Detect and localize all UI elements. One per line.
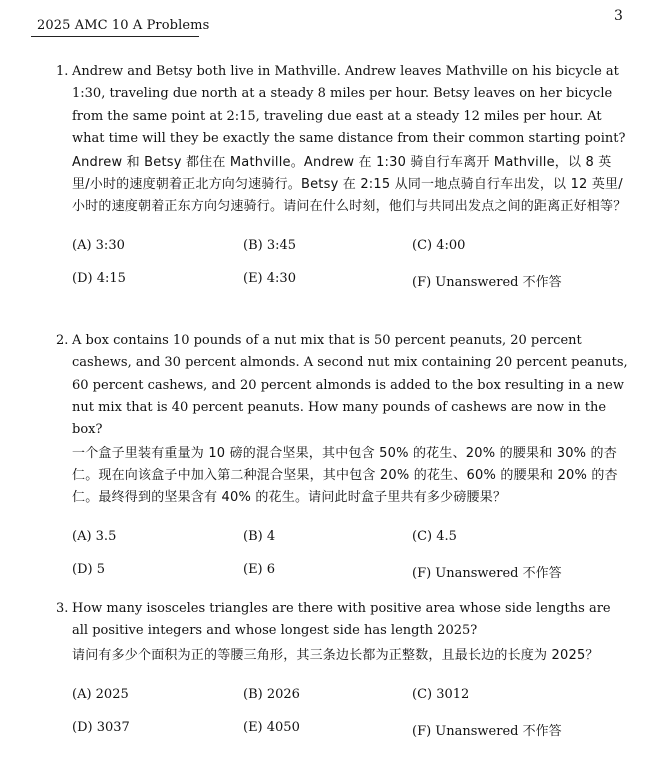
problem-1-number: 1.: [56, 64, 69, 79]
problem-1-choices: [72, 238, 628, 298]
page-number: 3: [614, 8, 623, 24]
problem-3-number: 3.: [56, 601, 69, 616]
problem-1-text: [40, 61, 628, 150]
choice-a[interactable]: (A) 3.5: [72, 529, 117, 545]
choice-e[interactable]: (E) 4050: [243, 719, 300, 735]
choice-f-unanswered[interactable]: (F) Unanswered 不作答: [412, 566, 562, 582]
problem-1-english: Andrew and Betsy both live in Mathville. Andrew leaves Mathville on his bicycle at 1:30, traveling due north at a steady 8 miles per hour. Betsy leaves on her bicycle from the same point at 2:15, traveling due east at a steady 12 miles per hour. At what time will they be exactly the same distance from their common starting point?: [72, 64, 626, 146]
choice-d[interactable]: (D) 5: [72, 562, 105, 578]
choice-a[interactable]: (A) 3:30: [72, 238, 125, 254]
choice-f-unanswered[interactable]: (F) Unanswered 不作答: [412, 723, 562, 739]
problem-2-english: A box contains 10 pounds of a nut mix that is 50 percent peanuts, 20 percent cashews, and 30 percent almonds. A second nut mix containing 20 percent peanuts, 60 percent cashews, and 20 percent almonds is added to the box resulting in a new nut mix that is 40 percent peanuts. How many pounds of cashews are now in the box?: [72, 333, 628, 438]
choice-c[interactable]: (C) 4.5: [412, 529, 457, 545]
choice-c[interactable]: (C) 4:00: [412, 238, 466, 254]
problem-3: [40, 598, 628, 747]
problem-3-choices: [72, 687, 628, 747]
problem-3-text: [40, 598, 628, 643]
choice-d[interactable]: (D) 3037: [72, 719, 130, 735]
header-underline: [31, 36, 199, 37]
choice-b[interactable]: (B) 4: [243, 529, 276, 545]
problem-2-choices: [72, 529, 628, 589]
problem-2: [40, 330, 628, 589]
choice-a[interactable]: (A) 2025: [72, 686, 129, 702]
choice-c[interactable]: (C) 3012: [412, 686, 470, 702]
choice-e[interactable]: (E) 6: [243, 562, 276, 578]
page-header-title: 2025 AMC 10 A Problems: [37, 18, 210, 33]
problem-2-text: [40, 330, 628, 441]
choice-d[interactable]: (D) 4:15: [72, 271, 126, 287]
problem-1-chinese: Andrew 和 Betsy 都住在 Mathville。Andrew 在 1:30 骑自行车离开 Mathville，以 8 英里/小时的速度朝着正北方向匀速骑行。Betsy 在 2:15 从同一地点骑自行车出发，以 12 英里/小时的速度朝着正东方向匀速骑行。请问在什么时刻，他们与共同出发点之间的距离正好相等？: [72, 155, 627, 215]
problem-2-number: 2.: [56, 333, 69, 348]
choice-b[interactable]: (B) 2026: [243, 686, 300, 702]
choice-e[interactable]: (E) 4:30: [243, 271, 296, 287]
problem-3-chinese: 请问有多少个面积为正的等腰三角形，其三条边长都为正整数，且最长边的长度为 2025？: [72, 647, 599, 663]
choice-b[interactable]: (B) 3:45: [243, 238, 297, 254]
choice-f-unanswered[interactable]: (F) Unanswered 不作答: [412, 275, 562, 291]
problem-1: [40, 61, 628, 298]
problem-2-chinese: 一个盒子里装有重量为 10 磅的混合坚果，其中包含 50% 的花生、20% 的腰果和 30% 的杏仁。现在向该盒子中加入第二种混合坚果，其中包含 20% 的花生、60% 的腰果和 20% 的杏仁。最终得到的坚果含有 40% 的花生。请问此时盒子里共有多少磅腰果？: [72, 446, 618, 506]
problem-3-english: How many isosceles triangles are there with positive area whose side lengths are all positive integers and whose longest side has length 2025?: [72, 601, 611, 639]
